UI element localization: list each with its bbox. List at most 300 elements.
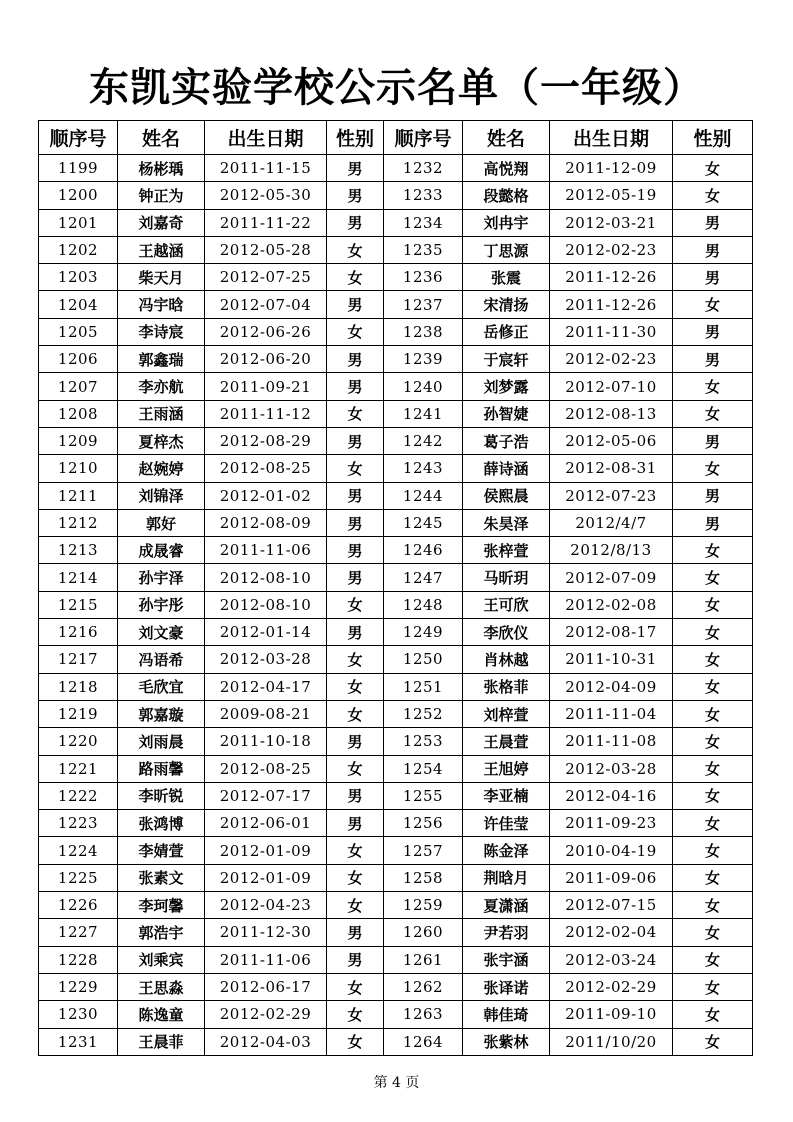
gender-cell: 女: [327, 646, 384, 673]
seq-cell: 1250: [384, 646, 463, 673]
name-cell: 张格菲: [463, 673, 550, 700]
birthdate-cell: 2012-06-17: [205, 973, 327, 1000]
gender-cell: 男: [327, 427, 384, 454]
seq-cell: 1233: [384, 182, 463, 209]
name-cell: 荆晗月: [463, 864, 550, 891]
birthdate-cell: 2009-08-21: [205, 700, 327, 727]
birthdate-cell: 2012-06-01: [205, 810, 327, 837]
table-row: [39, 892, 753, 919]
birthdate-cell: 2012-02-08: [550, 591, 673, 618]
gender-cell: 男: [327, 373, 384, 400]
table-row: [39, 1001, 753, 1028]
table-row: [39, 564, 753, 591]
table-row: [39, 673, 753, 700]
gender-cell: 女: [673, 782, 753, 809]
name-cell: 郭嘉璇: [118, 700, 205, 727]
name-cell: 肖林越: [463, 646, 550, 673]
birthdate-cell: 2011-12-09: [550, 155, 673, 182]
table-row: [39, 864, 753, 891]
gender-cell: 女: [673, 591, 753, 618]
birthdate-cell: 2011-11-12: [205, 400, 327, 427]
birthdate-cell: 2012-02-29: [205, 1001, 327, 1028]
birthdate-cell: 2011-10-31: [550, 646, 673, 673]
name-cell: 刘文豪: [118, 619, 205, 646]
name-cell: 李亦航: [118, 373, 205, 400]
header-seq: 顺序号: [384, 121, 463, 155]
roster-table: [38, 120, 753, 1056]
gender-cell: 男: [327, 482, 384, 509]
name-cell: 段懿格: [463, 182, 550, 209]
name-cell: 柴天月: [118, 264, 205, 291]
birthdate-cell: 2012-04-09: [550, 673, 673, 700]
birthdate-cell: 2012-07-15: [550, 892, 673, 919]
name-cell: 王晨菲: [118, 1028, 205, 1055]
birthdate-cell: 2012-04-23: [205, 892, 327, 919]
seq-cell: 1251: [384, 673, 463, 700]
birthdate-cell: 2012-08-10: [205, 591, 327, 618]
table-row: [39, 236, 753, 263]
header-gender: 性别: [327, 121, 384, 155]
gender-cell: 女: [673, 973, 753, 1000]
header-name: 姓名: [463, 121, 550, 155]
birthdate-cell: 2012-03-24: [550, 946, 673, 973]
name-cell: 宋清扬: [463, 291, 550, 318]
seq-cell: 1216: [39, 619, 118, 646]
seq-cell: 1199: [39, 155, 118, 182]
seq-cell: 1219: [39, 700, 118, 727]
birthdate-cell: 2011-11-06: [205, 946, 327, 973]
name-cell: 马昕玥: [463, 564, 550, 591]
birthdate-cell: 2012-08-25: [205, 755, 327, 782]
name-cell: 刘梓萱: [463, 700, 550, 727]
seq-cell: 1214: [39, 564, 118, 591]
header-seq: 顺序号: [39, 121, 118, 155]
name-cell: 许佳莹: [463, 810, 550, 837]
name-cell: 张译诺: [463, 973, 550, 1000]
birthdate-cell: 2011-12-26: [550, 264, 673, 291]
name-cell: 夏潇涵: [463, 892, 550, 919]
gender-cell: 女: [673, 155, 753, 182]
seq-cell: 1257: [384, 837, 463, 864]
table-row: [39, 591, 753, 618]
birthdate-cell: 2012-07-17: [205, 782, 327, 809]
name-cell: 成晟睿: [118, 537, 205, 564]
table-row: [39, 973, 753, 1000]
gender-cell: 男: [327, 182, 384, 209]
name-cell: 王旭婷: [463, 755, 550, 782]
seq-cell: 1210: [39, 455, 118, 482]
table-row: [39, 291, 753, 318]
header-birthdate: 出生日期: [550, 121, 673, 155]
seq-cell: 1213: [39, 537, 118, 564]
seq-cell: 1237: [384, 291, 463, 318]
seq-cell: 1260: [384, 919, 463, 946]
page-number: 第 4 页: [373, 1075, 420, 1091]
seq-cell: 1246: [384, 537, 463, 564]
seq-cell: 1254: [384, 755, 463, 782]
seq-cell: 1200: [39, 182, 118, 209]
name-cell: 王晨萱: [463, 728, 550, 755]
name-cell: 刘嘉奇: [118, 209, 205, 236]
gender-cell: 男: [327, 346, 384, 373]
table-row: [39, 264, 753, 291]
name-cell: 郭好: [118, 509, 205, 536]
gender-cell: 男: [673, 264, 753, 291]
gender-cell: 男: [327, 509, 384, 536]
birthdate-cell: 2011-09-10: [550, 1001, 673, 1028]
birthdate-cell: 2011-10-18: [205, 728, 327, 755]
table-row: [39, 318, 753, 345]
birthdate-cell: 2012-01-09: [205, 864, 327, 891]
birthdate-cell: 2011-09-23: [550, 810, 673, 837]
gender-cell: 男: [327, 782, 384, 809]
seq-cell: 1232: [384, 155, 463, 182]
birthdate-cell: 2012-02-04: [550, 919, 673, 946]
gender-cell: 女: [673, 837, 753, 864]
gender-cell: 男: [327, 155, 384, 182]
seq-cell: 1230: [39, 1001, 118, 1028]
seq-cell: 1222: [39, 782, 118, 809]
name-cell: 王越涵: [118, 236, 205, 263]
name-cell: 侯熙晨: [463, 482, 550, 509]
gender-cell: 男: [327, 946, 384, 973]
birthdate-cell: 2012-06-20: [205, 346, 327, 373]
birthdate-cell: 2011-11-08: [550, 728, 673, 755]
seq-cell: 1221: [39, 755, 118, 782]
name-cell: 王雨涵: [118, 400, 205, 427]
birthdate-cell: 2012-08-13: [550, 400, 673, 427]
gender-cell: 男: [327, 728, 384, 755]
name-cell: 张紫林: [463, 1028, 550, 1055]
gender-cell: 男: [327, 619, 384, 646]
gender-cell: 女: [673, 646, 753, 673]
birthdate-cell: 2011-09-21: [205, 373, 327, 400]
gender-cell: 女: [673, 373, 753, 400]
birthdate-cell: 2010-04-19: [550, 837, 673, 864]
seq-cell: 1262: [384, 973, 463, 1000]
table-row: [39, 346, 753, 373]
gender-cell: 女: [327, 755, 384, 782]
birthdate-cell: 2012-07-10: [550, 373, 673, 400]
birthdate-cell: 2012-06-26: [205, 318, 327, 345]
seq-cell: 1239: [384, 346, 463, 373]
seq-cell: 1244: [384, 482, 463, 509]
seq-cell: 1208: [39, 400, 118, 427]
birthdate-cell: 2012-01-09: [205, 837, 327, 864]
seq-cell: 1201: [39, 209, 118, 236]
name-cell: 孙智婕: [463, 400, 550, 427]
gender-cell: 女: [327, 236, 384, 263]
header-row: [39, 121, 753, 155]
gender-cell: 男: [327, 209, 384, 236]
birthdate-cell: 2012-08-10: [205, 564, 327, 591]
roster-body: [39, 155, 753, 1056]
seq-cell: 1238: [384, 318, 463, 345]
birthdate-cell: 2012/8/13: [550, 537, 673, 564]
table-row: [39, 946, 753, 973]
gender-cell: 女: [673, 810, 753, 837]
gender-cell: 男: [327, 810, 384, 837]
name-cell: 杨彬瑀: [118, 155, 205, 182]
gender-cell: 男: [673, 482, 753, 509]
gender-cell: 女: [673, 892, 753, 919]
birthdate-cell: 2012-07-23: [550, 482, 673, 509]
header-birthdate: 出生日期: [205, 121, 327, 155]
seq-cell: 1220: [39, 728, 118, 755]
seq-cell: 1202: [39, 236, 118, 263]
birthdate-cell: 2011-12-26: [550, 291, 673, 318]
name-cell: 李昕锐: [118, 782, 205, 809]
gender-cell: 女: [327, 892, 384, 919]
name-cell: 孙宇彤: [118, 591, 205, 618]
birthdate-cell: 2012-08-31: [550, 455, 673, 482]
seq-cell: 1252: [384, 700, 463, 727]
table-row: [39, 209, 753, 236]
name-cell: 陈金泽: [463, 837, 550, 864]
table-row: [39, 1028, 753, 1055]
birthdate-cell: 2012-08-25: [205, 455, 327, 482]
gender-cell: 男: [327, 919, 384, 946]
table-row: [39, 782, 753, 809]
gender-cell: 男: [673, 236, 753, 263]
seq-cell: 1231: [39, 1028, 118, 1055]
header-name: 姓名: [118, 121, 205, 155]
name-cell: 郭浩宇: [118, 919, 205, 946]
name-cell: 王可欣: [463, 591, 550, 618]
birthdate-cell: 2011-11-04: [550, 700, 673, 727]
gender-cell: 女: [673, 919, 753, 946]
name-cell: 葛子浩: [463, 427, 550, 454]
seq-cell: 1229: [39, 973, 118, 1000]
seq-cell: 1234: [384, 209, 463, 236]
table-row: [39, 155, 753, 182]
seq-cell: 1243: [384, 455, 463, 482]
gender-cell: 男: [673, 209, 753, 236]
gender-cell: 女: [673, 700, 753, 727]
seq-cell: 1206: [39, 346, 118, 373]
seq-cell: 1209: [39, 427, 118, 454]
seq-cell: 1258: [384, 864, 463, 891]
gender-cell: 女: [673, 400, 753, 427]
seq-cell: 1259: [384, 892, 463, 919]
gender-cell: 女: [327, 673, 384, 700]
gender-cell: 女: [327, 591, 384, 618]
birthdate-cell: 2012-02-23: [550, 236, 673, 263]
gender-cell: 女: [327, 1001, 384, 1028]
name-cell: 路雨馨: [118, 755, 205, 782]
page-title: 东凯实验学校公示名单（一年级）: [89, 64, 704, 111]
table-row: [39, 537, 753, 564]
name-cell: 李亚楠: [463, 782, 550, 809]
gender-cell: 女: [673, 1001, 753, 1028]
gender-cell: 女: [327, 318, 384, 345]
seq-cell: 1212: [39, 509, 118, 536]
table-row: [39, 509, 753, 536]
gender-cell: 女: [673, 728, 753, 755]
birthdate-cell: 2011-12-30: [205, 919, 327, 946]
gender-cell: 女: [327, 1028, 384, 1055]
birthdate-cell: 2012/4/7: [550, 509, 673, 536]
gender-cell: 女: [673, 564, 753, 591]
table-row: [39, 646, 753, 673]
gender-cell: 女: [673, 537, 753, 564]
seq-cell: 1207: [39, 373, 118, 400]
seq-cell: 1217: [39, 646, 118, 673]
gender-cell: 女: [673, 455, 753, 482]
table-row: [39, 373, 753, 400]
name-cell: 陈逸童: [118, 1001, 205, 1028]
gender-cell: 男: [327, 537, 384, 564]
name-cell: 赵婉婷: [118, 455, 205, 482]
seq-cell: 1261: [384, 946, 463, 973]
gender-cell: 男: [327, 291, 384, 318]
name-cell: 张鸿博: [118, 810, 205, 837]
birthdate-cell: 2012-08-09: [205, 509, 327, 536]
name-cell: 李婧萱: [118, 837, 205, 864]
birthdate-cell: 2012-04-16: [550, 782, 673, 809]
seq-cell: 1236: [384, 264, 463, 291]
table-row: [39, 700, 753, 727]
gender-cell: 男: [673, 509, 753, 536]
birthdate-cell: 2011-09-06: [550, 864, 673, 891]
table-row: [39, 728, 753, 755]
table-row: [39, 919, 753, 946]
birthdate-cell: 2012-03-28: [205, 646, 327, 673]
birthdate-cell: 2012-01-02: [205, 482, 327, 509]
birthdate-cell: 2012-07-09: [550, 564, 673, 591]
name-cell: 刘锦泽: [118, 482, 205, 509]
name-cell: 张素文: [118, 864, 205, 891]
seq-cell: 1225: [39, 864, 118, 891]
gender-cell: 女: [673, 946, 753, 973]
gender-cell: 女: [673, 291, 753, 318]
gender-cell: 女: [673, 755, 753, 782]
seq-cell: 1203: [39, 264, 118, 291]
birthdate-cell: 2012-03-28: [550, 755, 673, 782]
gender-cell: 女: [673, 619, 753, 646]
name-cell: 韩佳琦: [463, 1001, 550, 1028]
name-cell: 张宇涵: [463, 946, 550, 973]
name-cell: 尹若羽: [463, 919, 550, 946]
table-row: [39, 455, 753, 482]
seq-cell: 1248: [384, 591, 463, 618]
gender-cell: 男: [673, 318, 753, 345]
gender-cell: 女: [327, 864, 384, 891]
name-cell: 冯语希: [118, 646, 205, 673]
seq-cell: 1235: [384, 236, 463, 263]
seq-cell: 1247: [384, 564, 463, 591]
name-cell: 丁思源: [463, 236, 550, 263]
gender-cell: 男: [327, 564, 384, 591]
name-cell: 李欣仪: [463, 619, 550, 646]
table-row: [39, 619, 753, 646]
table-row: [39, 427, 753, 454]
birthdate-cell: 2011-11-15: [205, 155, 327, 182]
header-gender: 性别: [673, 121, 753, 155]
seq-cell: 1240: [384, 373, 463, 400]
gender-cell: 女: [327, 400, 384, 427]
birthdate-cell: 2011/10/20: [550, 1028, 673, 1055]
birthdate-cell: 2012-04-17: [205, 673, 327, 700]
birthdate-cell: 2012-08-29: [205, 427, 327, 454]
seq-cell: 1241: [384, 400, 463, 427]
seq-cell: 1227: [39, 919, 118, 946]
gender-cell: 女: [327, 700, 384, 727]
name-cell: 刘梦露: [463, 373, 550, 400]
name-cell: 朱昊泽: [463, 509, 550, 536]
gender-cell: 女: [327, 973, 384, 1000]
name-cell: 孙宇泽: [118, 564, 205, 591]
seq-cell: 1255: [384, 782, 463, 809]
name-cell: 冯宇晗: [118, 291, 205, 318]
seq-cell: 1211: [39, 482, 118, 509]
name-cell: 刘乘宾: [118, 946, 205, 973]
seq-cell: 1249: [384, 619, 463, 646]
birthdate-cell: 2012-04-03: [205, 1028, 327, 1055]
gender-cell: 女: [673, 182, 753, 209]
name-cell: 夏梓杰: [118, 427, 205, 454]
birthdate-cell: 2011-11-22: [205, 209, 327, 236]
seq-cell: 1223: [39, 810, 118, 837]
table-row: [39, 400, 753, 427]
birthdate-cell: 2012-05-30: [205, 182, 327, 209]
seq-cell: 1256: [384, 810, 463, 837]
birthdate-cell: 2012-05-06: [550, 427, 673, 454]
birthdate-cell: 2012-03-21: [550, 209, 673, 236]
name-cell: 钟正为: [118, 182, 205, 209]
name-cell: 张震: [463, 264, 550, 291]
table-row: [39, 755, 753, 782]
name-cell: 薛诗涵: [463, 455, 550, 482]
birthdate-cell: 2012-02-29: [550, 973, 673, 1000]
seq-cell: 1226: [39, 892, 118, 919]
birthdate-cell: 2011-11-30: [550, 318, 673, 345]
table-row: [39, 482, 753, 509]
name-cell: 岳修正: [463, 318, 550, 345]
name-cell: 毛欣宜: [118, 673, 205, 700]
name-cell: 于宸轩: [463, 346, 550, 373]
seq-cell: 1264: [384, 1028, 463, 1055]
table-row: [39, 182, 753, 209]
birthdate-cell: 2012-05-28: [205, 236, 327, 263]
seq-cell: 1253: [384, 728, 463, 755]
gender-cell: 女: [327, 264, 384, 291]
gender-cell: 女: [673, 864, 753, 891]
birthdate-cell: 2012-07-25: [205, 264, 327, 291]
seq-cell: 1205: [39, 318, 118, 345]
gender-cell: 女: [327, 455, 384, 482]
seq-cell: 1224: [39, 837, 118, 864]
name-cell: 李诗宸: [118, 318, 205, 345]
birthdate-cell: 2012-07-04: [205, 291, 327, 318]
name-cell: 张梓萱: [463, 537, 550, 564]
seq-cell: 1245: [384, 509, 463, 536]
birthdate-cell: 2012-05-19: [550, 182, 673, 209]
name-cell: 郭鑫瑞: [118, 346, 205, 373]
birthdate-cell: 2012-02-23: [550, 346, 673, 373]
table-row: [39, 810, 753, 837]
name-cell: 刘雨晨: [118, 728, 205, 755]
seq-cell: 1228: [39, 946, 118, 973]
name-cell: 高悦翔: [463, 155, 550, 182]
gender-cell: 男: [673, 427, 753, 454]
name-cell: 刘冉宇: [463, 209, 550, 236]
name-cell: 王思淼: [118, 973, 205, 1000]
seq-cell: 1204: [39, 291, 118, 318]
seq-cell: 1242: [384, 427, 463, 454]
birthdate-cell: 2012-01-14: [205, 619, 327, 646]
gender-cell: 女: [673, 1028, 753, 1055]
